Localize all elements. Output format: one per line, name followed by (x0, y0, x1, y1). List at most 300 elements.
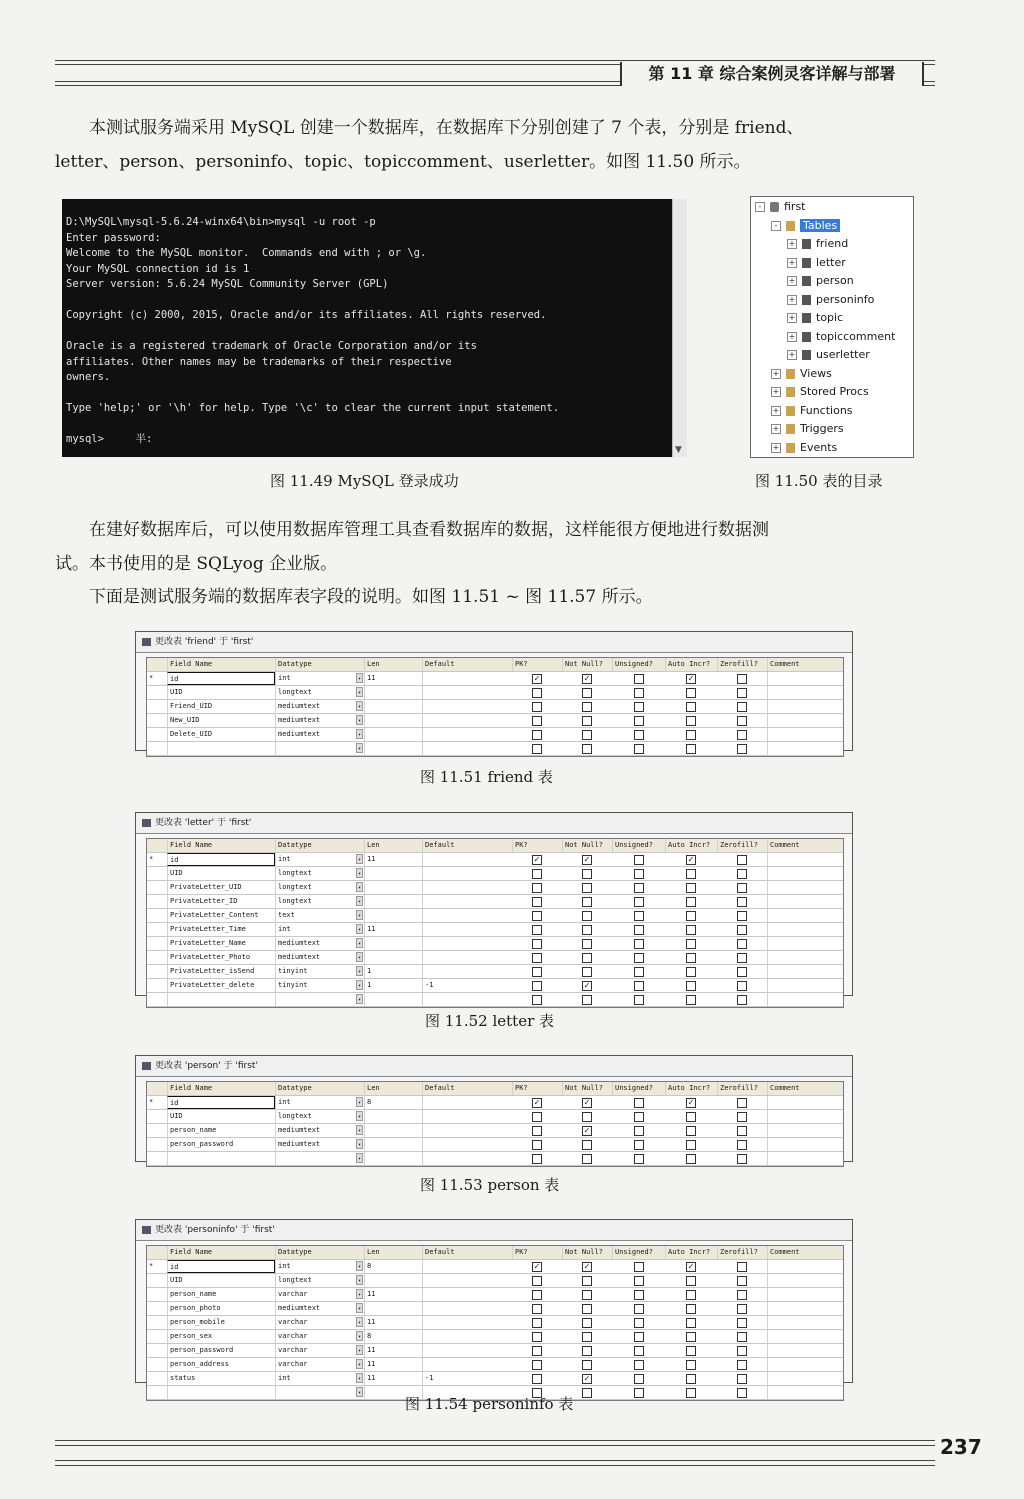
field-cell-c[interactable] (767, 1330, 843, 1343)
checkbox-ai[interactable] (686, 1126, 696, 1136)
expand-icon[interactable]: + (772, 405, 780, 415)
checkbox-pk[interactable]: ✓ (533, 855, 541, 864)
field-cell-d[interactable] (422, 728, 512, 741)
field-cell-l[interactable]: 11 (364, 1358, 422, 1371)
expand-icon[interactable]: + (788, 313, 796, 322)
field-cell-d[interactable] (422, 1288, 512, 1301)
field-cell-l[interactable] (364, 1152, 422, 1165)
field-cell-f[interactable]: person_password (167, 1344, 275, 1357)
checkbox-zf[interactable] (737, 1304, 747, 1314)
field-cell-t[interactable]: mediumtext (275, 1124, 355, 1137)
field-cell-l[interactable] (364, 686, 422, 699)
checkbox-zf[interactable] (737, 716, 747, 726)
field-cell-t[interactable]: varchar (275, 1288, 355, 1301)
field-cell-l[interactable]: 11 (364, 1288, 422, 1301)
checkbox-ai[interactable]: ✓ (687, 1098, 695, 1107)
dropdown-arrow-icon[interactable]: ▾ (356, 980, 363, 990)
checkbox-ai[interactable] (686, 1112, 696, 1122)
checkbox-un[interactable] (634, 967, 644, 977)
field-cell-d[interactable] (422, 1138, 512, 1151)
table-row[interactable] (147, 881, 843, 895)
table-row[interactable] (147, 672, 843, 686)
field-cell-d[interactable] (422, 937, 512, 950)
field-cell-l[interactable]: 8 (364, 1096, 422, 1109)
field-cell-f[interactable]: id (167, 672, 275, 685)
chevron-down-icon[interactable]: ▼ (675, 445, 682, 455)
field-cell-f[interactable]: New_UID (167, 714, 275, 727)
checkbox-un[interactable] (634, 1346, 644, 1356)
field-cell-d[interactable] (422, 1124, 512, 1137)
checkbox-un[interactable] (634, 1374, 644, 1384)
field-cell-l[interactable]: 11 (364, 1372, 422, 1385)
checkbox-zf[interactable] (737, 1262, 747, 1272)
checkbox-ai[interactable] (686, 1276, 696, 1286)
field-cell-d[interactable] (422, 1096, 512, 1109)
checkbox-nn[interactable] (582, 1112, 592, 1122)
dropdown-arrow-icon[interactable]: ▾ (356, 729, 363, 739)
checkbox-ai[interactable] (686, 702, 696, 712)
field-cell-f[interactable]: PrivateLetter_UID (167, 881, 275, 894)
checkbox-nn[interactable] (582, 1276, 592, 1286)
table-row[interactable] (147, 1316, 843, 1330)
field-cell-d[interactable] (422, 993, 512, 1006)
field-cell-t[interactable]: tinyint (275, 979, 355, 992)
tree-item-table[interactable] (787, 235, 848, 253)
checkbox-nn[interactable] (582, 939, 592, 949)
collapse-icon[interactable]: - (771, 221, 781, 231)
checkbox-nn[interactable] (582, 897, 592, 907)
checkbox-ai[interactable] (686, 1374, 696, 1384)
field-cell-c[interactable] (767, 742, 843, 755)
field-cell-f[interactable]: PrivateLetter_Content (167, 909, 275, 922)
field-cell-f[interactable]: PrivateLetter_Name (167, 937, 275, 950)
checkbox-zf[interactable] (737, 869, 747, 879)
field-cell-c[interactable] (767, 700, 843, 713)
table-row[interactable] (147, 951, 843, 965)
field-cell-c[interactable] (767, 909, 843, 922)
tree-item-folder[interactable] (771, 383, 869, 401)
checkbox-un[interactable] (634, 869, 644, 879)
checkbox-pk[interactable] (532, 981, 542, 991)
field-cell-d[interactable] (422, 895, 512, 908)
table-row[interactable] (147, 1096, 843, 1110)
table-row[interactable] (147, 937, 843, 951)
checkbox-nn[interactable] (582, 744, 592, 754)
dropdown-arrow-icon[interactable]: ▾ (356, 854, 363, 864)
field-cell-d[interactable] (422, 1344, 512, 1357)
empty-row[interactable] (147, 742, 843, 756)
field-cell-t[interactable] (275, 1152, 355, 1165)
checkbox-un[interactable] (634, 911, 644, 921)
field-cell-f[interactable]: PrivateLetter_ID (167, 895, 275, 908)
field-cell-d[interactable] (422, 1330, 512, 1343)
field-cell-d[interactable] (422, 853, 512, 866)
dropdown-arrow-icon[interactable]: ▾ (356, 1289, 363, 1299)
empty-row[interactable] (147, 1152, 843, 1166)
checkbox-zf[interactable] (737, 1374, 747, 1384)
field-cell-c[interactable] (767, 965, 843, 978)
field-cell-d[interactable] (422, 1152, 512, 1165)
dropdown-arrow-icon[interactable]: ▾ (356, 924, 363, 934)
checkbox-pk[interactable] (532, 1112, 542, 1122)
field-cell-l[interactable]: 8 (364, 1330, 422, 1343)
checkbox-un[interactable] (634, 925, 644, 935)
field-cell-d[interactable] (422, 1274, 512, 1287)
dropdown-arrow-icon[interactable]: ▾ (356, 1331, 363, 1341)
field-cell-d[interactable] (422, 1302, 512, 1315)
tree-item-folder[interactable] (771, 420, 844, 438)
checkbox-ai[interactable] (686, 688, 696, 698)
checkbox-zf[interactable] (737, 967, 747, 977)
checkbox-ai[interactable] (686, 1346, 696, 1356)
field-cell-f[interactable]: Friend_UID (167, 700, 275, 713)
checkbox-pk[interactable] (532, 939, 542, 949)
field-cell-c[interactable] (767, 993, 843, 1006)
table-row[interactable] (147, 1110, 843, 1124)
table-row[interactable] (147, 1358, 843, 1372)
field-cell-f[interactable]: Delete_UID (167, 728, 275, 741)
field-cell-l[interactable] (364, 714, 422, 727)
field-cell-c[interactable] (767, 686, 843, 699)
checkbox-zf[interactable] (737, 1346, 747, 1356)
checkbox-un[interactable] (634, 1290, 644, 1300)
field-cell-l[interactable] (364, 867, 422, 880)
checkbox-pk[interactable] (532, 744, 542, 754)
checkbox-zf[interactable] (737, 1318, 747, 1328)
field-cell-d[interactable] (422, 909, 512, 922)
checkbox-zf[interactable] (737, 1112, 747, 1122)
checkbox-ai[interactable] (686, 981, 696, 991)
field-cell-d[interactable] (422, 700, 512, 713)
checkbox-zf[interactable] (737, 995, 747, 1005)
field-cell-l[interactable] (364, 895, 422, 908)
field-cell-d[interactable] (422, 881, 512, 894)
field-cell-t[interactable]: varchar (275, 1316, 355, 1329)
field-cell-d[interactable] (422, 1110, 512, 1123)
field-cell-c[interactable] (767, 1288, 843, 1301)
checkbox-pk[interactable] (532, 1346, 542, 1356)
field-cell-c[interactable] (767, 923, 843, 936)
checkbox-nn[interactable] (582, 1318, 592, 1328)
checkbox-pk[interactable] (532, 1360, 542, 1370)
table-row[interactable] (147, 909, 843, 923)
field-cell-l[interactable]: 11 (364, 1344, 422, 1357)
checkbox-zf[interactable] (737, 730, 747, 740)
checkbox-nn[interactable]: ✓ (583, 674, 591, 683)
field-cell-f[interactable]: UID (167, 1110, 275, 1123)
field-cell-t[interactable]: mediumtext (275, 1138, 355, 1151)
field-cell-c[interactable] (767, 728, 843, 741)
checkbox-ai[interactable] (686, 911, 696, 921)
checkbox-zf[interactable] (737, 981, 747, 991)
expand-icon[interactable]: + (788, 257, 796, 267)
expand-icon[interactable]: + (772, 442, 780, 452)
checkbox-pk[interactable] (532, 716, 542, 726)
dropdown-arrow-icon[interactable]: ▾ (356, 715, 363, 725)
field-cell-t[interactable]: longtext (275, 686, 355, 699)
checkbox-ai[interactable] (686, 925, 696, 935)
field-cell-c[interactable] (767, 1138, 843, 1151)
checkbox-un[interactable] (634, 674, 644, 684)
field-cell-l[interactable] (364, 700, 422, 713)
checkbox-pk[interactable] (532, 702, 542, 712)
field-cell-f[interactable] (167, 993, 275, 1006)
checkbox-nn[interactable]: ✓ (583, 1374, 591, 1383)
checkbox-un[interactable] (634, 939, 644, 949)
checkbox-ai[interactable] (686, 1140, 696, 1150)
field-cell-t[interactable]: mediumtext (275, 1302, 355, 1315)
field-cell-t[interactable]: mediumtext (275, 700, 355, 713)
dropdown-arrow-icon[interactable]: ▾ (356, 743, 363, 753)
checkbox-ai[interactable] (686, 953, 696, 963)
dropdown-arrow-icon[interactable]: ▾ (356, 896, 363, 906)
dropdown-arrow-icon[interactable]: ▾ (356, 1275, 363, 1285)
checkbox-zf[interactable] (737, 1098, 747, 1108)
field-cell-d[interactable] (422, 923, 512, 936)
expand-icon[interactable]: + (788, 350, 796, 359)
tree-item-table[interactable] (787, 272, 854, 290)
checkbox-un[interactable] (634, 953, 644, 963)
checkbox-un[interactable] (634, 1262, 644, 1272)
checkbox-zf[interactable] (737, 702, 747, 712)
checkbox-zf[interactable] (737, 911, 747, 921)
field-cell-c[interactable] (767, 1260, 843, 1273)
tree-item-folder[interactable] (771, 365, 832, 383)
checkbox-un[interactable] (634, 995, 644, 1005)
field-cell-f[interactable]: PrivateLetter_delete (167, 979, 275, 992)
checkbox-pk[interactable] (532, 1140, 542, 1150)
field-cell-t[interactable]: int (275, 923, 355, 936)
checkbox-zf[interactable] (737, 897, 747, 907)
checkbox-pk[interactable] (532, 897, 542, 907)
checkbox-ai[interactable] (686, 939, 696, 949)
checkbox-nn[interactable] (582, 1346, 592, 1356)
checkbox-pk[interactable] (532, 1154, 542, 1164)
checkbox-zf[interactable] (737, 1360, 747, 1370)
field-cell-f[interactable] (167, 742, 275, 755)
checkbox-pk[interactable] (532, 1290, 542, 1300)
checkbox-nn[interactable] (582, 1290, 592, 1300)
checkbox-nn[interactable] (582, 995, 592, 1005)
dropdown-arrow-icon[interactable]: ▾ (356, 1261, 363, 1271)
field-cell-l[interactable]: 8 (364, 1260, 422, 1273)
field-cell-d[interactable] (422, 1260, 512, 1273)
checkbox-pk[interactable]: ✓ (533, 674, 541, 683)
checkbox-pk[interactable] (532, 925, 542, 935)
checkbox-ai[interactable] (686, 1318, 696, 1328)
field-cell-d[interactable] (422, 714, 512, 727)
field-cell-t[interactable]: longtext (275, 867, 355, 880)
field-cell-f[interactable] (167, 1152, 275, 1165)
expand-icon[interactable]: + (788, 239, 796, 248)
checkbox-zf[interactable] (737, 688, 747, 698)
table-row[interactable] (147, 979, 843, 993)
field-cell-t[interactable] (275, 993, 355, 1006)
table-row[interactable] (147, 1124, 843, 1138)
field-cell-l[interactable]: 11 (364, 923, 422, 936)
checkbox-un[interactable] (634, 1318, 644, 1328)
field-cell-t[interactable]: mediumtext (275, 728, 355, 741)
empty-row[interactable] (147, 993, 843, 1007)
tree-item-table[interactable] (787, 309, 843, 327)
field-cell-d[interactable] (422, 867, 512, 880)
field-cell-t[interactable]: mediumtext (275, 937, 355, 950)
checkbox-un[interactable] (634, 716, 644, 726)
field-cell-d[interactable] (422, 1316, 512, 1329)
tree-item-folder[interactable] (771, 439, 837, 457)
checkbox-zf[interactable] (737, 1290, 747, 1300)
checkbox-ai[interactable] (686, 1154, 696, 1164)
checkbox-ai[interactable]: ✓ (687, 674, 695, 683)
table-row[interactable] (147, 867, 843, 881)
field-cell-l[interactable] (364, 951, 422, 964)
dropdown-arrow-icon[interactable]: ▾ (356, 1317, 363, 1327)
table-row[interactable] (147, 923, 843, 937)
field-cell-l[interactable] (364, 1138, 422, 1151)
dropdown-arrow-icon[interactable]: ▾ (356, 868, 363, 878)
expand-icon[interactable]: + (772, 424, 780, 433)
field-cell-f[interactable]: person_sex (167, 1330, 275, 1343)
checkbox-pk[interactable] (532, 911, 542, 921)
expand-icon[interactable]: + (788, 294, 796, 304)
checkbox-zf[interactable] (737, 953, 747, 963)
field-cell-d[interactable] (422, 965, 512, 978)
checkbox-nn[interactable]: ✓ (583, 1098, 591, 1107)
checkbox-nn[interactable] (582, 702, 592, 712)
dropdown-arrow-icon[interactable]: ▾ (356, 1125, 363, 1135)
field-cell-d[interactable] (422, 1358, 512, 1371)
table-row[interactable] (147, 1260, 843, 1274)
checkbox-pk[interactable] (532, 1276, 542, 1286)
field-cell-c[interactable] (767, 1316, 843, 1329)
field-cell-t[interactable]: tinyint (275, 965, 355, 978)
checkbox-ai[interactable] (686, 1332, 696, 1342)
checkbox-pk[interactable]: ✓ (533, 1098, 541, 1107)
field-cell-l[interactable] (364, 1302, 422, 1315)
field-cell-c[interactable] (767, 1152, 843, 1165)
field-cell-c[interactable] (767, 1386, 843, 1399)
checkbox-pk[interactable] (532, 730, 542, 740)
dropdown-arrow-icon[interactable]: ▾ (356, 1345, 363, 1355)
checkbox-zf[interactable] (737, 855, 747, 865)
field-cell-l[interactable] (364, 881, 422, 894)
field-cell-c[interactable] (767, 895, 843, 908)
checkbox-pk[interactable] (532, 869, 542, 879)
dropdown-arrow-icon[interactable]: ▾ (356, 1303, 363, 1313)
field-cell-t[interactable]: longtext (275, 881, 355, 894)
checkbox-zf[interactable] (737, 674, 747, 684)
table-row[interactable] (147, 714, 843, 728)
table-row[interactable] (147, 1330, 843, 1344)
table-row[interactable] (147, 895, 843, 909)
field-cell-f[interactable]: PrivateLetter_Time (167, 923, 275, 936)
field-cell-c[interactable] (767, 672, 843, 685)
dropdown-arrow-icon[interactable]: ▾ (356, 910, 363, 920)
checkbox-pk[interactable] (532, 883, 542, 893)
field-cell-d[interactable] (422, 742, 512, 755)
checkbox-ai[interactable] (686, 716, 696, 726)
field-cell-f[interactable]: id (167, 1096, 275, 1109)
table-row[interactable] (147, 853, 843, 867)
field-cell-l[interactable] (364, 1274, 422, 1287)
tree-item-folder[interactable] (771, 402, 853, 420)
field-cell-c[interactable] (767, 1124, 843, 1137)
field-cell-f[interactable]: person_mobile (167, 1316, 275, 1329)
checkbox-zf[interactable] (737, 939, 747, 949)
field-cell-f[interactable]: person_name (167, 1288, 275, 1301)
checkbox-un[interactable] (634, 1304, 644, 1314)
checkbox-nn[interactable] (582, 869, 592, 879)
checkbox-nn[interactable] (582, 1388, 592, 1398)
field-cell-t[interactable]: longtext (275, 1110, 355, 1123)
collapse-icon[interactable]: - (755, 202, 765, 212)
field-cell-l[interactable]: 11 (364, 672, 422, 685)
field-cell-f[interactable]: PrivateLetter_Photo (167, 951, 275, 964)
field-cell-c[interactable] (767, 1344, 843, 1357)
checkbox-ai[interactable] (686, 883, 696, 893)
tree-item-table[interactable] (787, 254, 846, 272)
field-cell-f[interactable]: PrivateLetter_isSend (167, 965, 275, 978)
field-cell-t[interactable]: longtext (275, 1274, 355, 1287)
field-cell-t[interactable]: int (275, 1096, 355, 1109)
field-cell-l[interactable]: 11 (364, 853, 422, 866)
checkbox-nn[interactable] (582, 1154, 592, 1164)
field-cell-l[interactable] (364, 909, 422, 922)
dropdown-arrow-icon[interactable]: ▾ (356, 1111, 363, 1121)
field-cell-f[interactable] (167, 1386, 275, 1399)
field-cell-d[interactable]: -1 (422, 979, 512, 992)
checkbox-ai[interactable] (686, 1304, 696, 1314)
checkbox-ai[interactable]: ✓ (687, 1262, 695, 1271)
dropdown-arrow-icon[interactable]: ▾ (356, 701, 363, 711)
field-cell-f[interactable]: UID (167, 867, 275, 880)
field-cell-l[interactable] (364, 993, 422, 1006)
checkbox-ai[interactable]: ✓ (687, 855, 695, 864)
table-row[interactable] (147, 728, 843, 742)
tree-item-first[interactable] (755, 198, 806, 216)
field-cell-f[interactable]: person_photo (167, 1302, 275, 1315)
field-cell-l[interactable]: 1 (364, 965, 422, 978)
dropdown-arrow-icon[interactable]: ▾ (356, 1373, 363, 1383)
field-cell-f[interactable]: id (167, 853, 275, 866)
field-cell-d[interactable] (422, 672, 512, 685)
checkbox-nn[interactable] (582, 688, 592, 698)
checkbox-nn[interactable]: ✓ (583, 1262, 591, 1271)
checkbox-un[interactable] (634, 1154, 644, 1164)
checkbox-zf[interactable] (737, 925, 747, 935)
checkbox-nn[interactable] (582, 1360, 592, 1370)
checkbox-nn[interactable] (582, 883, 592, 893)
checkbox-ai[interactable] (686, 730, 696, 740)
expand-icon[interactable]: + (772, 387, 780, 396)
checkbox-ai[interactable] (686, 1290, 696, 1300)
field-cell-f[interactable]: UID (167, 686, 275, 699)
table-row[interactable] (147, 1138, 843, 1152)
checkbox-un[interactable] (634, 730, 644, 740)
field-cell-c[interactable] (767, 979, 843, 992)
checkbox-pk[interactable] (532, 1332, 542, 1342)
table-row[interactable] (147, 965, 843, 979)
field-cell-t[interactable]: longtext (275, 895, 355, 908)
checkbox-ai[interactable] (686, 967, 696, 977)
checkbox-un[interactable] (634, 855, 644, 865)
field-cell-t[interactable]: varchar (275, 1358, 355, 1371)
field-cell-c[interactable] (767, 1302, 843, 1315)
field-cell-c[interactable] (767, 881, 843, 894)
checkbox-nn[interactable] (582, 730, 592, 740)
field-cell-f[interactable]: status (167, 1372, 275, 1385)
field-cell-l[interactable] (364, 1124, 422, 1137)
